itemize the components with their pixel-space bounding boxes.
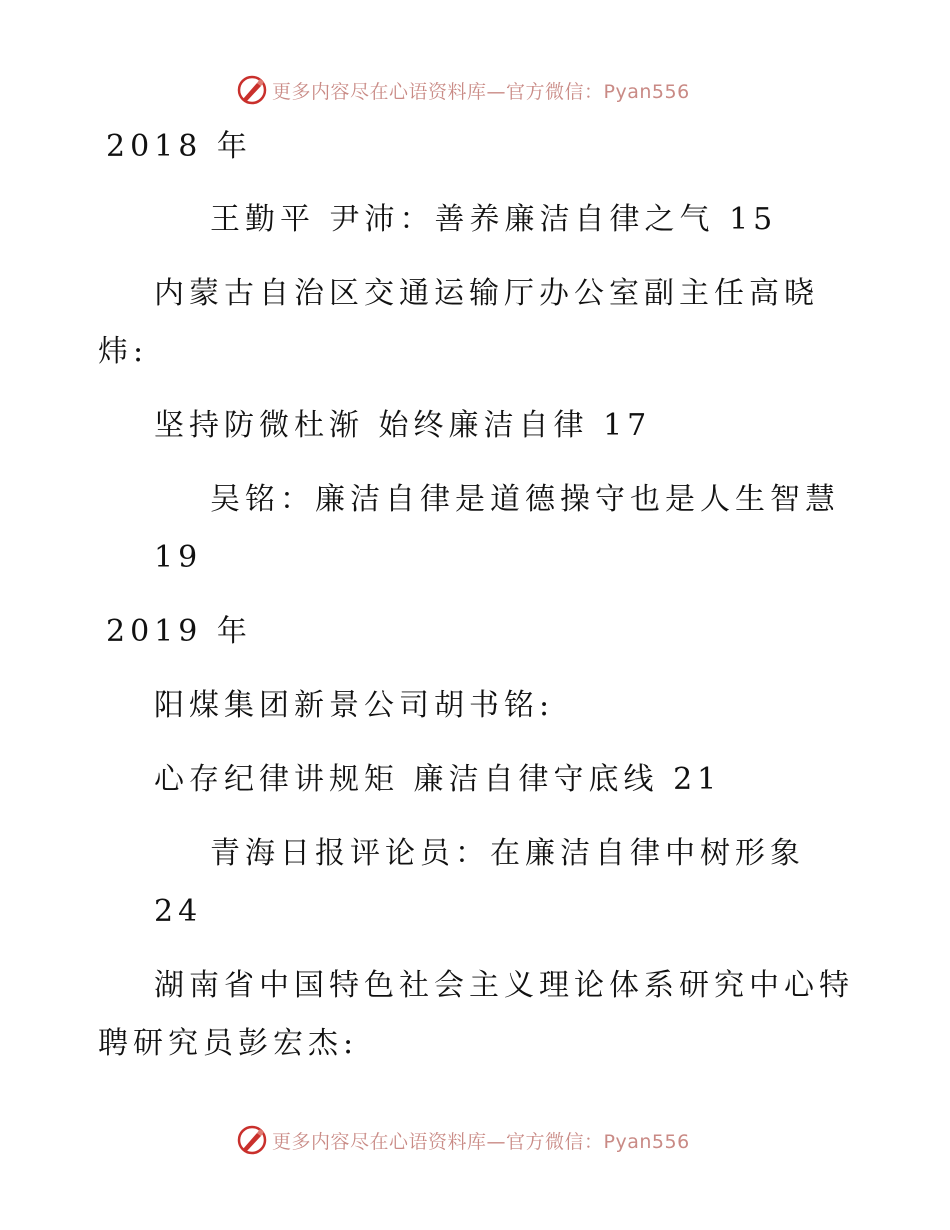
watermark-text: 更多内容尽在心语资料库—官方微信：Pyan556	[272, 1130, 690, 1153]
toc-entry: 青海日报评论员：在廉洁自律中树形象	[210, 836, 805, 871]
toc-entry: 王勤平 尹沛：善养廉洁自律之气 15	[210, 202, 778, 237]
watermark-text: 更多内容尽在心语资料库—官方微信：Pyan556	[272, 80, 690, 103]
pen-logo-icon	[236, 1124, 268, 1156]
pen-logo-icon	[236, 74, 268, 106]
toc-entry: 内蒙古自治区交通运输厅办公室副主任高晓	[154, 276, 819, 311]
toc-page-number: 19	[154, 540, 203, 575]
toc-entry: 阳煤集团新景公司胡书铭:	[154, 688, 555, 723]
watermark-footer	[236, 1122, 690, 1158]
toc-entry: 坚持防微杜渐 始终廉洁自律 17	[154, 408, 652, 443]
toc-entry-continued: 聘研究员彭宏杰:	[98, 1026, 359, 1061]
toc-entry: 心存纪律讲规矩 廉洁自律守底线 21	[154, 762, 722, 797]
toc-entry: 湖南省中国特色社会主义理论体系研究中心特	[154, 968, 854, 1003]
watermark-header	[236, 72, 690, 108]
toc-entry: 吴铭：廉洁自律是道德操守也是人生智慧	[210, 482, 840, 517]
toc-entry-continued: 炜:	[98, 334, 149, 369]
toc-page-number: 24	[154, 894, 203, 929]
year-heading: 2018 年	[106, 129, 252, 164]
year-heading: 2019 年	[106, 614, 252, 649]
